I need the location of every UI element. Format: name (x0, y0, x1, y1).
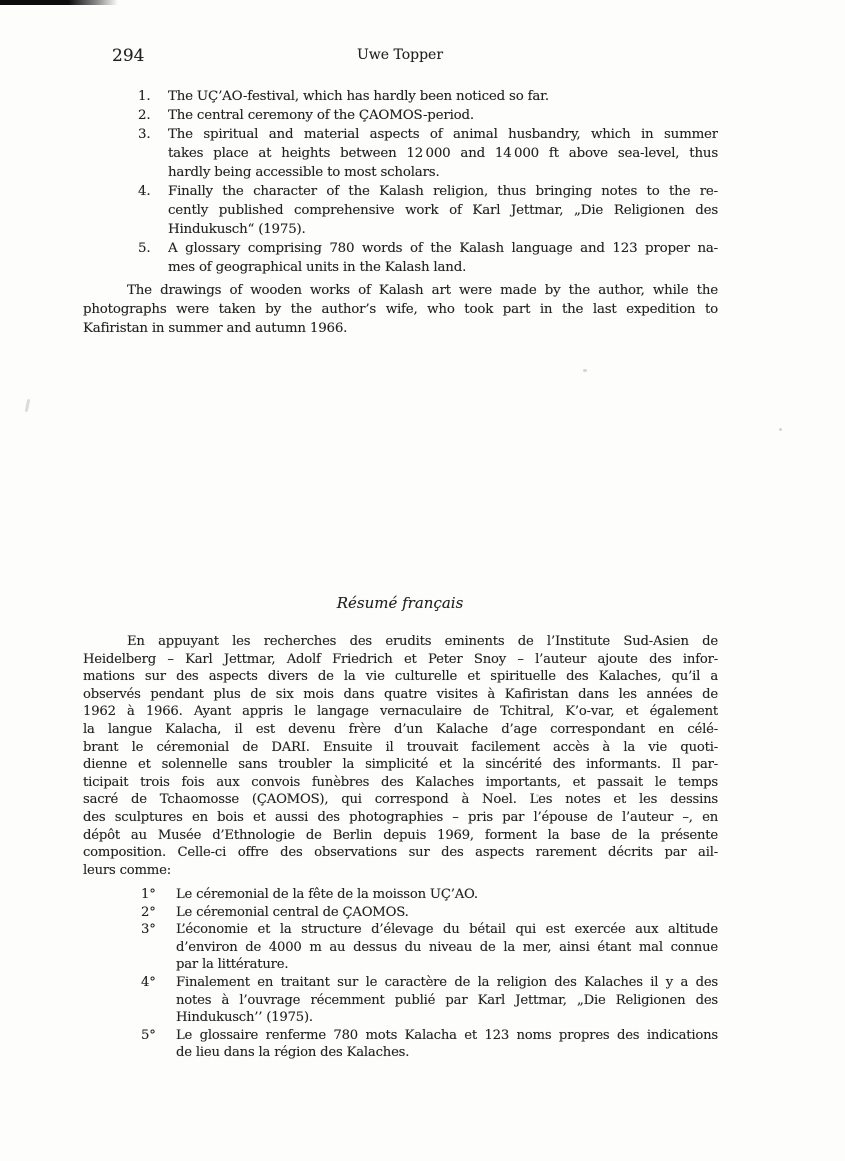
text-line: 1962 à 1966. Ayant appris le langage vernaculaire de Tchitral, K’o-var, et également (83, 704, 718, 720)
text-line: observés pendant plus de six mois dans quatre visites à Kafiristan dans les années de (83, 686, 718, 702)
list-item (138, 87, 718, 106)
scan-speck (779, 428, 782, 431)
list-item (138, 106, 718, 125)
text-line: brant le céremonial de DARI. Ensuite il trouvait facilement accès à la vie quoti- (83, 739, 718, 755)
list-item-text (168, 125, 718, 182)
text-line: sacré de Tchaomosse (ÇAOMOS), qui correspond à Noel. Les notes et les dessins (83, 792, 718, 808)
list-item-text (176, 921, 718, 974)
text-line: takes place at heights between 12 000 and 14 000 ft above sea-level, thus (168, 146, 718, 161)
text-line: par la littérature. (176, 957, 289, 973)
list-item (138, 182, 718, 239)
text-line: Hindukusch“ (1975). (168, 222, 306, 237)
resume-heading: Résumé français (336, 594, 464, 612)
text-line: de lieu dans la région des Kalaches. (176, 1045, 410, 1061)
text-line: En appuyant les recherches des erudits eminents de l’Institute Sud-Asien de (127, 634, 718, 649)
credits-paragraph (83, 281, 718, 338)
text-line: Le glossaire renferme 780 mots Kalacha et 123 noms propres des indications (176, 1027, 718, 1043)
text-line: la langue Kalacha, il est devenu frère d’un Kalache d’age correspondant en célé- (83, 721, 718, 737)
list-item (141, 921, 718, 974)
text-line: The UÇ’AO-festival, which has hardly been noticed so far. (168, 89, 549, 104)
list-item-text (168, 106, 718, 125)
text-line: photographs were taken by the author’s wife, who took part in the last expedition to (83, 302, 718, 317)
list-item (141, 904, 718, 922)
text-line: The spiritual and material aspects of animal husbandry, which in summer (168, 127, 718, 142)
list-item-text (176, 904, 718, 922)
text-line: Finalement en traitant sur le caractère de la religion des Kalaches il y a des (176, 974, 718, 990)
list-item-marker: 1. (138, 89, 151, 104)
text-line: composition. Celle-ci offre des observations sur des aspects rarement décrits par ail- (83, 845, 718, 861)
text-line: leurs comme: (83, 862, 171, 878)
list-item-marker: 4. (138, 184, 151, 199)
running-head: Uwe Topper (356, 47, 444, 63)
list-item-marker: 1° (141, 887, 156, 902)
text-line: A glossary comprising 780 words of the Kalash language and 123 proper na- (168, 241, 718, 256)
list-item-marker: 5. (138, 241, 151, 256)
list-item-marker: 4° (141, 974, 156, 990)
list-item-marker: 2° (141, 904, 156, 920)
scan-smudge (25, 399, 31, 412)
list-item-marker: 3° (141, 922, 156, 938)
list-item (138, 239, 718, 277)
list-item-marker: 2. (138, 108, 151, 123)
text-line: des sculptures en bois et aussi des photographies – pris par l’épouse de l’auteur –, en (83, 809, 718, 825)
text-line: d’environ de 4000 m au dessus du niveau de la mer, ainsi étant mal connue (176, 939, 718, 955)
text-line: The drawings of wooden works of Kalash art were made by the author, while the (127, 283, 718, 298)
list-item-text (176, 886, 718, 904)
text-line: Finally the character of the Kalash religion, thus bringing notes to the re- (168, 184, 718, 199)
french-summary-paragraph (83, 633, 718, 879)
text-line: Le céremonial de la fête de la moisson UÇ’AO. (176, 887, 478, 902)
list-item (141, 974, 718, 1027)
text-line: dienne et solennelle sans troubler la simplicité et la sincérité des informants. Il par- (83, 757, 718, 773)
list-item-text (168, 87, 718, 106)
english-summary-list (138, 87, 718, 277)
text-line: mes of geographical units in the Kalash land. (168, 260, 467, 275)
text-line: Hindukusch’’ (1975). (176, 1010, 313, 1026)
scan-artifact-bar (0, 0, 118, 5)
text-line: notes à l’ouvrage récemment publié par Karl Jettmar, „Die Religionen des (176, 992, 718, 1008)
text-line: Le céremonial central de ÇAOMOS. (176, 904, 409, 920)
scan-speck (583, 369, 587, 372)
list-item-text (168, 182, 718, 239)
list-item (141, 1027, 718, 1062)
french-summary-list (141, 886, 718, 1062)
text-line: cently published comprehensive work of Karl Jettmar, „Die Religionen des (168, 203, 718, 218)
text-line: L’économie et la structure d’élevage du bétail qui est exercée aux altitude (176, 922, 718, 938)
list-item-text (176, 1027, 718, 1062)
list-item-marker: 5° (141, 1027, 156, 1043)
text-line: mations sur des aspects divers de la vie culturelle et spirituelle des Kalaches, qu’il a (83, 669, 718, 685)
list-item-text (168, 239, 718, 277)
list-item-text (176, 974, 718, 1027)
text-line: The central ceremony of the ÇAOMOS-period. (168, 108, 474, 123)
text-line: hardly being accessible to most scholars. (168, 165, 440, 180)
page-number: 294 (112, 46, 145, 66)
text-line: Kafiristan in summer and autumn 1966. (83, 321, 348, 336)
list-item (141, 886, 718, 904)
list-item (138, 125, 718, 182)
text-line: ticipait trois fois aux convois funèbres des Kalaches importants, et passait le temps (83, 774, 718, 790)
text-line: Heidelberg – Karl Jettmar, Adolf Friedrich et Peter Snoy – l’auteur ajoute des infor- (83, 651, 718, 667)
text-line: dépôt au Musée d’Ethnologie de Berlin depuis 1969, forment la base de la présente (83, 827, 718, 843)
list-item-marker: 3. (138, 127, 151, 142)
